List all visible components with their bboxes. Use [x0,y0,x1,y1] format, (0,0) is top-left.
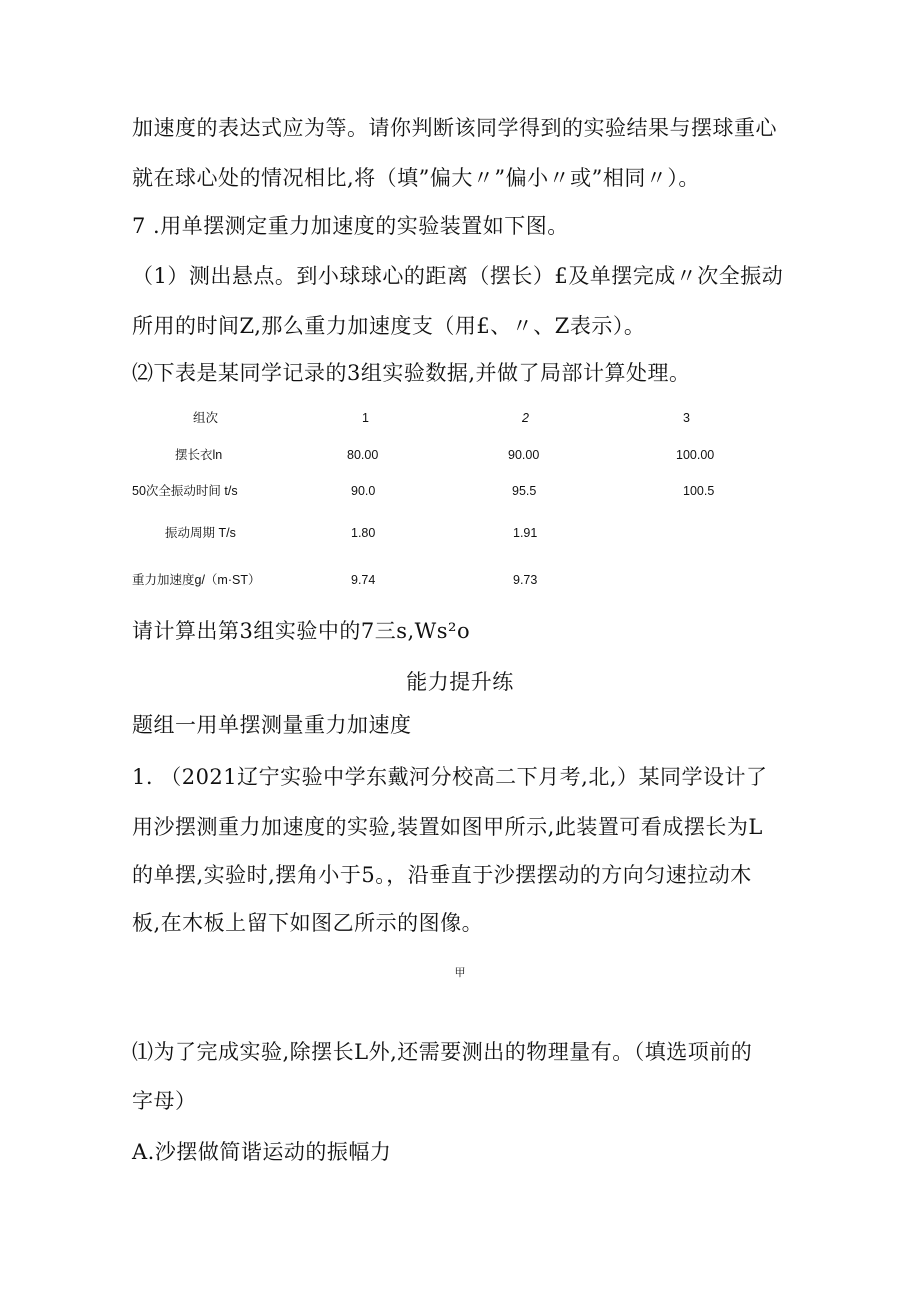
text-line-2: 就在球心处的情况相比,将（填”偏大〃”偏小〃或”相同〃）。 [132,166,700,190]
text-line-1: 加速度的表达式应为等。请你判断该同学得到的实验结果与摆球重心 [132,116,777,140]
table-cell: 1.80 [351,526,376,540]
table-header-col2: 2 [522,411,529,425]
table-row-label: 摆长衣ln [175,448,223,462]
table-cell: 100.00 [676,448,715,462]
table-row-label: 重力加速度g/（m·ST） [132,573,261,587]
figure-caption: 甲 [454,967,466,979]
table-header-col3: 3 [683,411,690,425]
question-line-2: 字母） [132,1089,197,1113]
section-title: 能力提升练 [406,670,514,694]
table-header-col1: 1 [362,411,369,425]
text-line-6: ⑵下表是某同学记录的3组实验数据,并做了局部计算处理。 [132,361,691,385]
table-row-label: 50次全振动时间 t/s [132,484,238,498]
option-a: A.沙摆做简谐运动的振幅力 [132,1140,392,1164]
question-prompt: 请计算出第3组实验中的7三s,Ws²o [132,619,471,643]
table-cell: 1.91 [513,526,538,540]
text-line-3: 7 .用单摆测定重力加速度的实验装置如下图。 [132,214,569,238]
problem-line-3: 的单摆,实验时,摆角小于5。，沿垂直于沙摆摆动的方向匀速拉动木 [132,863,752,887]
text-line-4: （1）测出悬点。到小球球心的距离（摆长）£及单摆完成〃次全振动 [132,264,784,288]
table-header-group: 组次 [193,411,219,425]
table-cell: 90.0 [351,484,376,498]
table-cell: 100.5 [683,484,715,498]
table-cell: 95.5 [512,484,537,498]
group-title: 题组一用单摆测量重力加速度 [132,713,412,737]
table-cell: 80.00 [347,448,379,462]
problem-line-4: 板,在木板上留下如图乙所示的图像。 [132,911,484,935]
problem-line-2: 用沙摆测重力加速度的实验,装置如图甲所示,此装置可看成摆长为L [132,815,763,839]
question-line-1: ⑴为了完成实验,除摆长L外,还需要测出的物理量有。（填选项前的 [132,1040,753,1064]
table-cell: 90.00 [508,448,540,462]
text-line-5: 所用的时间Z,那么重力加速度支（用£、〃、Z表示）。 [132,314,646,338]
problem-line-1: 1. （2021辽宁实验中学东戴河分校高二下月考,北,）某同学设计了 [132,765,768,789]
table-cell: 9.74 [351,573,376,587]
table-row-label: 振动周期 T/s [165,526,236,540]
table-cell: 9.73 [513,573,538,587]
